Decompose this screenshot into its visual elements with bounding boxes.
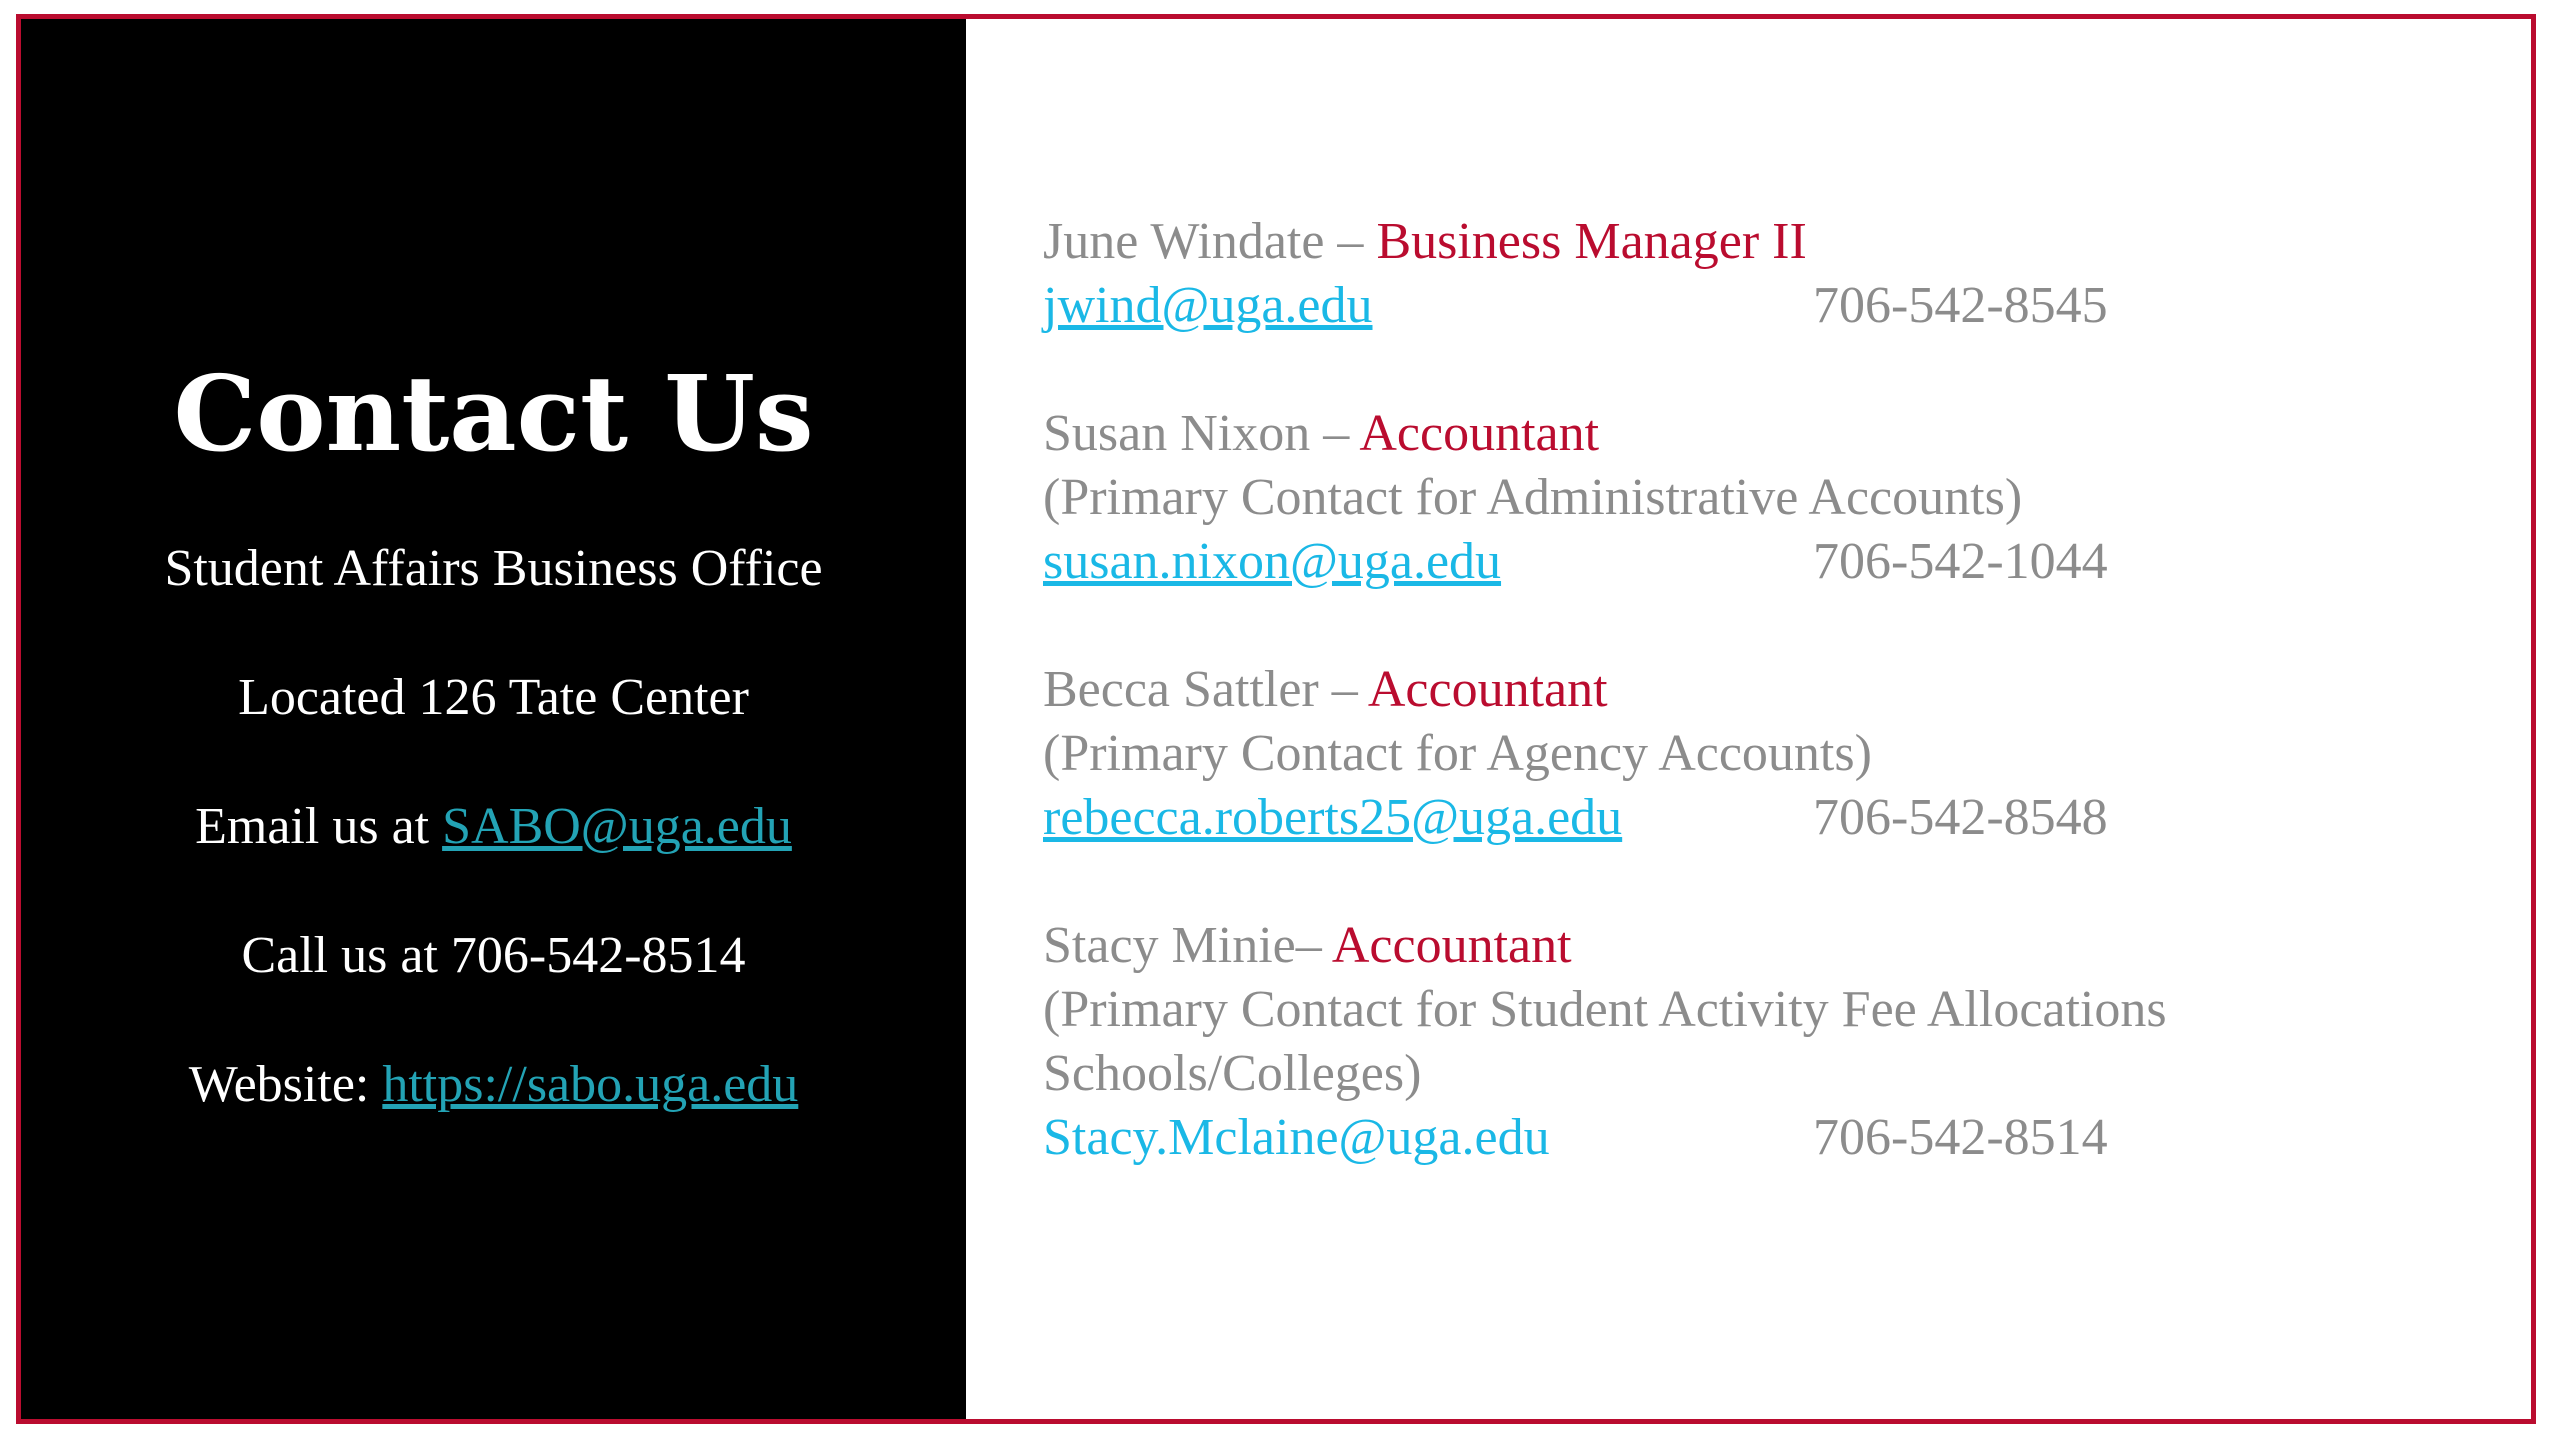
staff-contact-list — [1043, 210, 2493, 1234]
contact-email-link[interactable]: susan.nixon@uga.edu — [1043, 533, 1502, 590]
contact-name: June Windate – — [1043, 213, 1377, 270]
contact-phone: 706-542-8548 — [1813, 789, 2108, 846]
contact-name: Susan Nixon – — [1043, 405, 1360, 462]
contact-email-row — [1043, 1106, 2493, 1170]
contact-card — [1043, 658, 2493, 850]
office-location: Located 126 Tate Center — [238, 669, 749, 726]
contact-card — [1043, 914, 2493, 1170]
office-email-line — [21, 797, 966, 857]
contact-note: (Primary Contact for Administrative Accounts) — [1043, 469, 2023, 526]
contact-role: Accountant — [1359, 405, 1600, 462]
contact-email-link[interactable]: Stacy.Mclaine@uga.edu — [1043, 1109, 1550, 1166]
website-prefix: Website: — [188, 1056, 383, 1113]
contact-phone: 706-542-1044 — [1813, 533, 2108, 590]
contact-note: (Primary Contact for Agency Accounts) — [1043, 725, 1872, 782]
contact-note-continued: Schools/Colleges) — [1043, 1045, 1422, 1102]
contact-name: Becca Sattler – — [1043, 661, 1368, 718]
contact-phone: 706-542-8514 — [1813, 1109, 2108, 1166]
contact-us-content — [21, 349, 966, 1184]
contact-note: (Primary Contact for Student Activity Fee Allocations — [1043, 981, 2167, 1038]
contact-card — [1043, 210, 2493, 338]
contact-email-row — [1043, 530, 2493, 594]
contact-name: Stacy Minie– — [1043, 917, 1332, 974]
contact-card — [1043, 402, 2493, 594]
email-prefix: Email us at — [195, 798, 443, 855]
contact-email-row — [1043, 274, 2493, 338]
contact-name-line — [1043, 402, 2493, 466]
contact-name-line — [1043, 658, 2493, 722]
office-name: Student Affairs Business Office — [164, 540, 823, 597]
website-link[interactable]: https://sabo.uga.edu — [382, 1056, 799, 1113]
contact-us-panel — [21, 19, 966, 1419]
contact-phone: 706-542-8545 — [1813, 277, 2108, 334]
website-line — [21, 1055, 966, 1115]
contact-email-link[interactable]: rebecca.roberts25@uga.edu — [1043, 789, 1623, 846]
contact-role: Accountant — [1331, 917, 1572, 974]
contact-name-line — [1043, 210, 2493, 274]
contact-email-link[interactable]: jwind@uga.edu — [1043, 277, 1373, 334]
office-phone: Call us at 706-542-8514 — [241, 927, 746, 984]
contact-role: Business Manager II — [1376, 213, 1807, 270]
contact-role: Accountant — [1367, 661, 1608, 718]
contact-email-row — [1043, 786, 2493, 850]
contact-name-line — [1043, 914, 2493, 978]
office-email-link[interactable]: SABO@uga.edu — [442, 798, 792, 855]
page-title: Contact Us — [173, 352, 814, 475]
